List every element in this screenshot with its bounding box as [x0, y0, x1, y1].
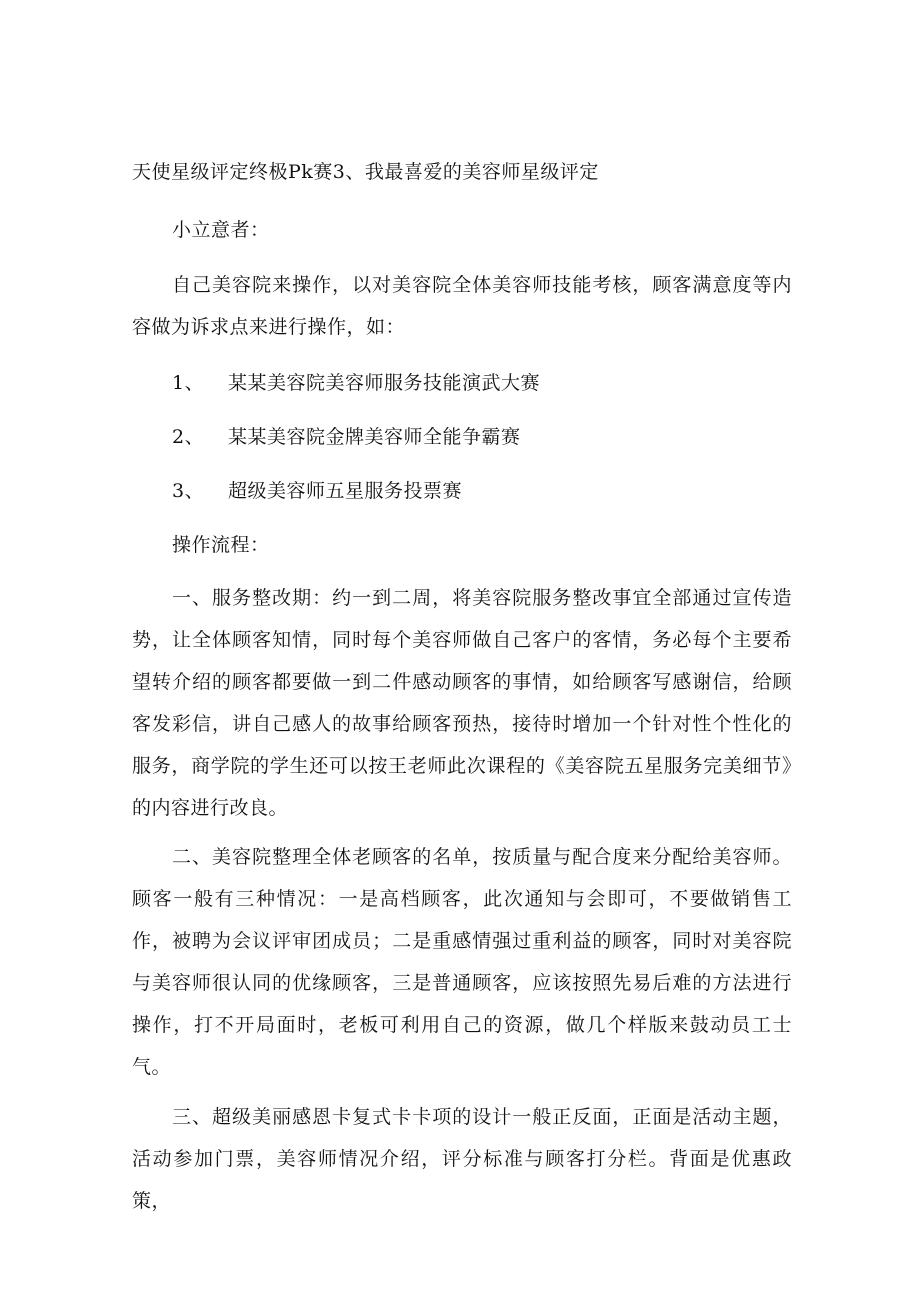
document-title: 天使星级评定终极Pk赛3、我最喜爱的美容师星级评定 [132, 161, 599, 183]
process-paragraph-3: 三、超级美丽感恩卡复式卡卡项的设计一般正反面，正面是活动主题，活动参加门票，美容师情况介绍，评分标准与顾客打分栏。背面是优惠政策， [132, 1106, 792, 1212]
list-item-number: 1、 [172, 372, 205, 394]
list-item-text: 某某美容院美容师服务技能演武大赛 [228, 372, 541, 394]
list-item-text: 某某美容院金牌美容师全能争霸赛 [228, 426, 521, 448]
list-item [172, 425, 521, 449]
process-paragraph-2: 二、美容院整理全体老顾客的名单，按质量与配合度来分配给美容师。顾客一般有三种情况：一是高档顾客，此次通知与会即可，不要做销售工作，被聘为会议评审团成员；二是重感情强过重利益的顾客，同时对美容院与美容师很认同的优缘顾客，三是普通顾客，应该按照先易后难的方法进行操作，打不开局面时，老板可利用自己的资源，做几个样版来鼓动员工士气。 [132, 846, 792, 1078]
list-item-number: 3、 [172, 480, 205, 502]
intro-paragraph: 自己美容院来操作，以对美容院全体美容师技能考核，顾客满意度等内容做为诉求点来进行操作，如： [132, 274, 792, 338]
list-item-number: 2、 [172, 426, 205, 448]
intent-heading: 小立意者： [172, 219, 270, 241]
list-item-text: 超级美容师五星服务投票赛 [228, 480, 463, 502]
list-item [172, 479, 462, 503]
list-item [172, 371, 540, 395]
process-paragraph-1: 一、服务整改期：约一到二周，将美容院服务整改事宜全部通过宣传造势，让全体顾客知情，同时每个美容师做自己客户的客情，务必每个主要希望转介绍的顾客都要做一到二件感动顾客的事情，如给顾客写感谢信，给顾客发彩信，讲自己感人的故事给顾客预热，接待时增加一个针对性个性化的服务，商学院的学生还可以按王老师此次课程的《美容院五星服务完美细节》的内容进行改良。 [132, 587, 792, 819]
process-heading: 操作流程： [172, 534, 270, 556]
